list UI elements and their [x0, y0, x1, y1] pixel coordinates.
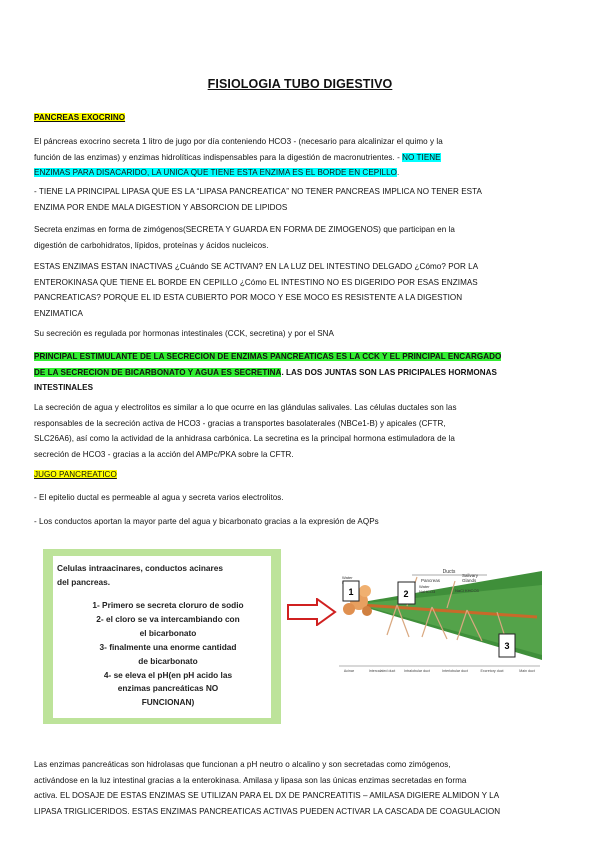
axis-main: Main duct: [519, 669, 535, 673]
text-line: Celulas intraacinares, conductos acinares: [57, 563, 224, 573]
section-heading-pancreas-exocrino: [34, 110, 566, 126]
heading-text: PANCREAS EXOCRINO: [34, 113, 126, 122]
text-line: LIPASA TRIGLICERIDOS. ESTAS ENZIMAS PANCREATICAS ACTIVAS PUEDEN ACTIVAR LA CASCADA DE COAGULACION: [34, 806, 501, 816]
text-line: PANCREATICAS? PORQUE EL ID ESTA CUBIERTO POR MOCO Y ESE MOCO ES RESISTENTE A LA DIGESTION: [34, 293, 463, 303]
text-line: digestión de carbohidratos, lípidos, proteínas y ácidos nucleicos.: [34, 240, 269, 250]
text-line: El páncreas exocrino secreta 1 litro de jugo por día conteniendo HCO3 - (necesario para alcalinizar el quimo y la: [34, 137, 443, 146]
text-line: del pancreas.: [57, 576, 111, 587]
text-line: - TIENE LA PRINCIPAL LIPASA QUE ES LA “LIPASA PANCREATICA” NO TENER PANCREAS IMPLICA NO TENER ESTA: [34, 187, 482, 196]
highlight-green: DE LA SECRECION DE BICARBONATO Y AGUA ES SECRETINA: [34, 367, 282, 377]
text-line: ENZIMA POR ENDE MALA DIGESTION Y ABSORCION DE LIPIDOS: [34, 202, 288, 212]
steps-list: [68, 599, 268, 710]
step-1: 1- Primero se secreta cloruro de sodio: [92, 600, 244, 610]
step-4-cont2: FUNCIONAN): [141, 697, 195, 708]
text-span: .: [396, 168, 400, 178]
text-line: responsables de la secreción activa de HCO3 - gracias a transportes basolaterales (NBCe1-B) y apicales (CFTR,: [34, 418, 446, 428]
salivary-label-b: Glands: [462, 578, 477, 583]
heading-text: JUGO PANCREATICO: [34, 470, 117, 479]
paragraph-7: [34, 400, 566, 462]
text-span: función de las enzimas) y enzimas hidrolíticas indispensables para la digestión de macronutrientes. -: [34, 152, 403, 162]
step-2: 2- el cloro se va intercambiando con: [96, 613, 240, 624]
water-label-2: Water: [419, 584, 430, 589]
marker-1: 1: [348, 587, 354, 597]
text-line: ESTAS ENZIMAS ESTAN INACTIVAS ¿Cuándo SE ACTIVAN? EN LA LUZ DEL INTESTINO DELGADO ¿Cómo? POR LA: [34, 262, 479, 271]
salivary-label-a: Salivary: [462, 573, 479, 578]
paragraph-4: [34, 259, 566, 321]
paragraph-3: [34, 222, 566, 253]
axis-intralobular: Intralobular duct: [404, 669, 430, 673]
bullet-1: - El epitelio ductal es permeable al agua y secreta varios electrolitos.: [34, 493, 284, 502]
section-heading-jugo: [34, 467, 566, 483]
box-intro: [57, 562, 223, 590]
text-line: [34, 365, 566, 381]
text-line: Las enzimas pancreáticas son hidrolasas que funcionan a pH neutro o alcalino y son secretadas como zimógenos,: [34, 760, 451, 769]
highlight-green: PRINCIPAL ESTIMULANTE DE LA SECRECION DE ENZIMAS PANCREATICAS ES LA CCK Y EL PRINCIPAL ENCARGADO: [34, 352, 502, 361]
axis-interlobular: Interlobular duct: [442, 669, 468, 673]
water-label: Water: [342, 575, 353, 580]
nacl-khco3-label: NaCl KHCO3: [455, 588, 479, 593]
duct-diagram: [337, 565, 542, 710]
paragraph-1: [34, 134, 566, 181]
paragraph-6: [34, 349, 566, 396]
ducts-label: Ducts: [442, 569, 456, 575]
text-line: SLC26A6), así como la actividad de la anhidrasa carbónica. La secretina es la principal hormona estimuladora de la: [34, 434, 455, 444]
text-line: INTESTINALES: [34, 383, 94, 393]
text-line: secreción de HCO3 - gracias a la acción del AMPc/PKA sobre la CFTR.: [34, 449, 294, 459]
axis-acinar: Acinar: [343, 669, 355, 673]
step-3: 3- finalmente una enorme cantidad: [99, 641, 237, 652]
bullet-2: - Los conductos aportan la mayor parte del agua y bicarbonato gracias a la expresión de AQPs: [34, 517, 379, 526]
marker-3: 3: [504, 641, 510, 651]
highlight-cyan: ENZIMAS PARA DISACARIDO, LA UNICA QUE TIENE ESTA ENZIMA ES EL BORDE EN CEPILLO: [34, 168, 397, 178]
highlight-cyan: NO TIENE: [402, 152, 441, 162]
text-line: [34, 150, 566, 166]
step-2-cont: el bicarbonato: [139, 627, 197, 638]
text-line: La secreción de agua y electrolitos es similar a lo que ocurre en las glándulas salivales. Las células ductales son las: [34, 403, 457, 412]
marker-2: 2: [403, 589, 409, 599]
step-4-cont: enzimas pancreáticas NO: [117, 683, 219, 694]
paragraph-final: [34, 757, 566, 819]
text-span: . LAS DOS JUNTAS SON LAS PRICIPALES HORMONAS: [281, 367, 497, 377]
text-line: Su secreción es regulada por hormonas intestinales (CCK, secretina) y por el SNA: [34, 329, 335, 338]
text-line: Secreta enzimas en forma de zimógenos(SECRETA Y GUARDA EN FORMA DE ZIMOGENOS) que participan en la: [34, 225, 455, 234]
text-line: activándose en la luz intestinal gracias a la enterokinasa. Amilasa y lipasa son las únicas enzimas secretadas en forma: [34, 775, 467, 785]
axis-intercalated: Intercalated duct: [368, 669, 396, 673]
text-line: ENZIMATICA: [34, 308, 83, 318]
page-title: FISIOLOGIA TUBO DIGESTIVO: [207, 77, 393, 91]
text-line: [34, 165, 566, 181]
paragraph-2: [34, 184, 566, 215]
text-line: ENTEROKINASA QUE TIENE EL BORDE EN CEPILLO ¿Cómo EL INTESTINO NO ES DIGERIDO POR ESAS ENZIMAS: [34, 277, 478, 287]
paragraph-5: [34, 326, 566, 342]
text-line: [34, 349, 566, 365]
nahco3-label: NaHCO3: [419, 589, 436, 594]
axis-excretory: Excretory duct: [480, 669, 504, 673]
step-4: 4- se eleva el pH(en pH acido las: [103, 669, 233, 680]
pancreas-label: Pancreas: [421, 578, 441, 583]
text-line: activa. EL DOSAJE DE ESTAS ENZIMAS SE UTILIZAN PARA EL DX DE PANCREATITIS – AMILASA DIGIERE ALMIDON Y LA: [34, 791, 500, 801]
right-arrow-icon: [287, 598, 337, 626]
step-3-cont: de bicarbonato: [138, 655, 198, 666]
